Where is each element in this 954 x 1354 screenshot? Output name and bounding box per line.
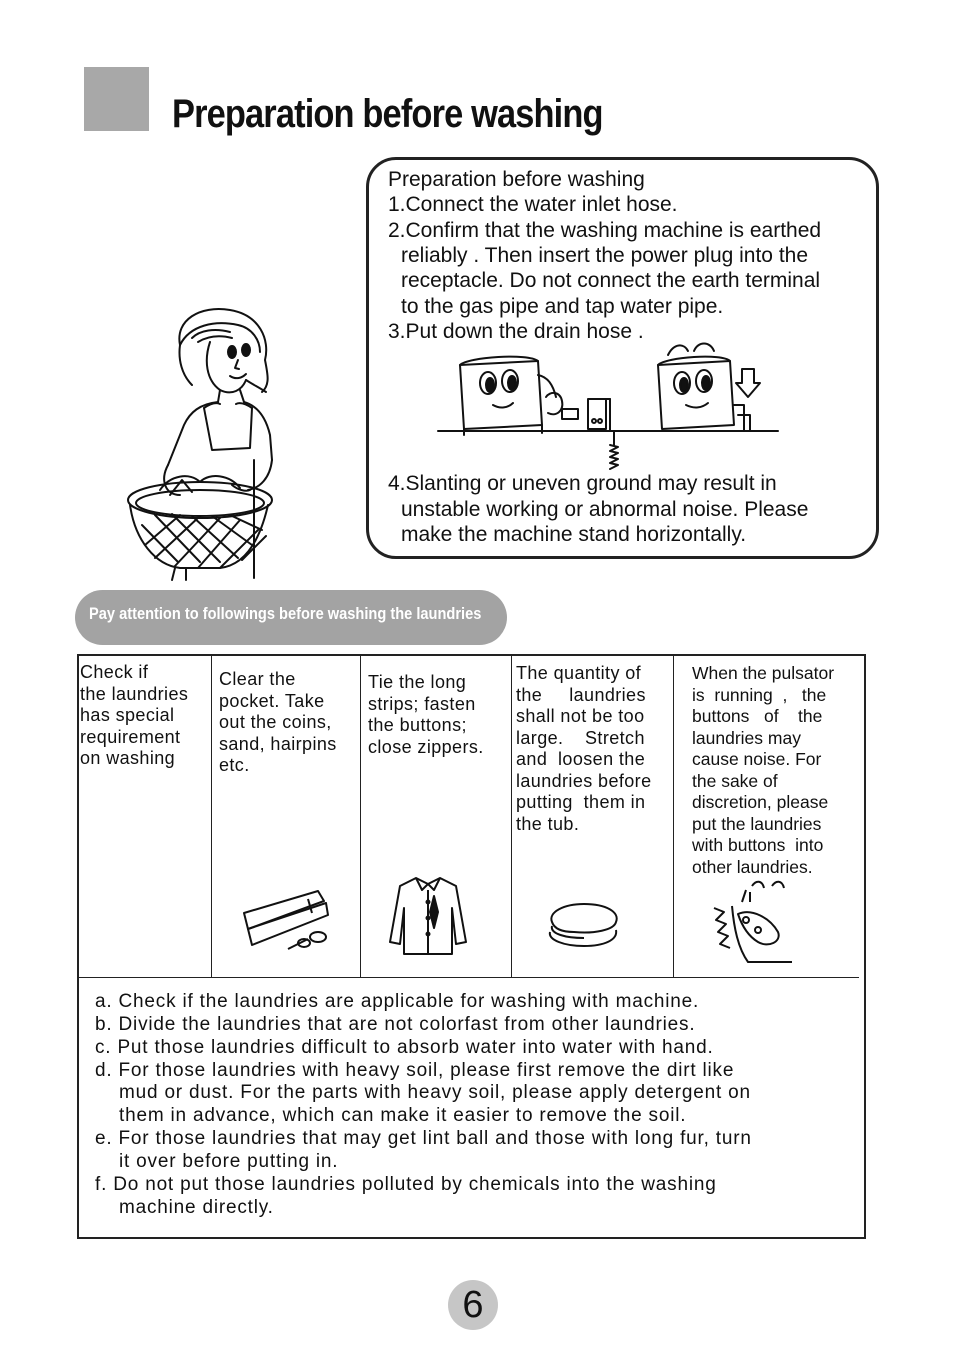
- tip-line: is running , the: [692, 684, 827, 705]
- prep-step-4: 4.Slanting or uneven ground may result in: [388, 472, 777, 495]
- tip-line: the tub.: [516, 813, 580, 834]
- tip-line: shall not be too: [516, 706, 645, 726]
- tip-line: on washing: [80, 748, 176, 768]
- pocket-coins-icon: [238, 885, 338, 955]
- washing-machines-illustration: [438, 335, 780, 475]
- attention-banner-text: Pay attention to followings before washing the laundries: [89, 604, 482, 623]
- note-d-cont: mud or dust. For the parts with heavy soil, please apply detergent on: [119, 1082, 751, 1103]
- tip-line: and loosen the: [516, 749, 646, 769]
- tip-tie-strips: [368, 672, 484, 758]
- note-a: a. Check if the laundries are applicable for washing with machine.: [95, 991, 700, 1012]
- prep-step-1: 1.Connect the water inlet hose.: [388, 193, 678, 216]
- note-e: e. For those laundries that may get lint ball and those with long fur, turn: [95, 1128, 752, 1149]
- tip-line: has special: [80, 705, 175, 725]
- tip-line: When the pulsator: [692, 663, 835, 683]
- tip-line: close zippers.: [368, 736, 484, 757]
- tip-line: the laundries: [80, 683, 189, 704]
- tip-line: the laundries: [516, 684, 646, 705]
- prep-step-3: 3.Put down the drain hose .: [388, 320, 644, 343]
- tip-line: buttons of the: [692, 706, 823, 726]
- tip-line: strips; fasten: [368, 693, 476, 714]
- tip-clear-pocket: [219, 669, 337, 777]
- column-divider: [211, 656, 212, 978]
- column-divider: [360, 656, 361, 978]
- tip-line: discretion, please: [692, 792, 829, 812]
- prep-step-4-cont: make the machine stand horizontally.: [401, 523, 747, 546]
- tip-buttons-noise: [692, 663, 834, 878]
- prep-step-2-cont: reliably . Then insert the power plug into the: [401, 244, 809, 267]
- column-divider: [511, 656, 512, 978]
- note-b: b. Divide the laundries that are not colorfast from other laundries.: [95, 1014, 696, 1035]
- tip-line: laundries before: [516, 770, 652, 791]
- tip-line: other laundries.: [692, 856, 813, 877]
- page-title: Preparation before washing: [172, 92, 603, 136]
- note-d: d. For those laundries with heavy soil, please first remove the dirt like: [95, 1060, 735, 1081]
- tip-line: the sake of: [692, 770, 778, 791]
- tip-line: laundries may: [692, 727, 801, 748]
- note-c: c. Put those laundries difficult to absorb water into water with hand.: [95, 1037, 714, 1058]
- tip-line: sand, hairpins: [219, 733, 337, 754]
- tip-line: Tie the long: [368, 672, 467, 692]
- tip-line: large. Stretch: [516, 727, 645, 748]
- note-f-cont: machine directly.: [119, 1197, 274, 1218]
- section-marker: [84, 67, 149, 131]
- tip-line: with buttons into: [692, 835, 824, 855]
- tip-line: etc.: [219, 755, 250, 775]
- prep-step-4-cont: unstable working or abnormal noise. Please: [401, 498, 809, 521]
- tip-line: The quantity of: [516, 663, 642, 683]
- prep-step-2-cont: receptacle. Do not connect the earth terminal: [401, 269, 821, 292]
- column-divider: [673, 656, 674, 978]
- tip-line: put the laundries: [692, 813, 822, 834]
- noisy-buttons-icon: [712, 878, 796, 968]
- tip-line: Clear the: [219, 669, 296, 689]
- shirt-icon: [386, 872, 470, 958]
- tip-special-requirement: [80, 662, 188, 770]
- note-d-cont: them in advance, which can make it easier to remove the soil.: [119, 1105, 687, 1126]
- tip-line: the buttons;: [368, 715, 467, 735]
- tip-line: pocket. Take: [219, 690, 325, 711]
- woman-with-basket-illustration: [120, 300, 280, 585]
- note-f: f. Do not put those laundries polluted by chemicals into the washing: [95, 1174, 717, 1195]
- prep-heading: Preparation before washing: [388, 168, 645, 191]
- tip-line: requirement: [80, 726, 181, 747]
- tip-line: cause noise. For: [692, 749, 822, 769]
- table-row-divider: [79, 977, 859, 978]
- folded-laundry-icon: [544, 900, 622, 950]
- tip-quantity: [516, 663, 652, 835]
- prep-step-2-cont: to the gas pipe and tap water pipe.: [401, 295, 724, 318]
- note-e-cont: it over before putting in.: [119, 1151, 339, 1172]
- prep-step-2: 2.Confirm that the washing machine is earthed: [388, 219, 822, 242]
- tip-line: out the coins,: [219, 712, 332, 732]
- tip-line: Check if: [80, 662, 149, 682]
- page-number: 6: [462, 1284, 484, 1326]
- tip-line: putting them in: [516, 792, 646, 812]
